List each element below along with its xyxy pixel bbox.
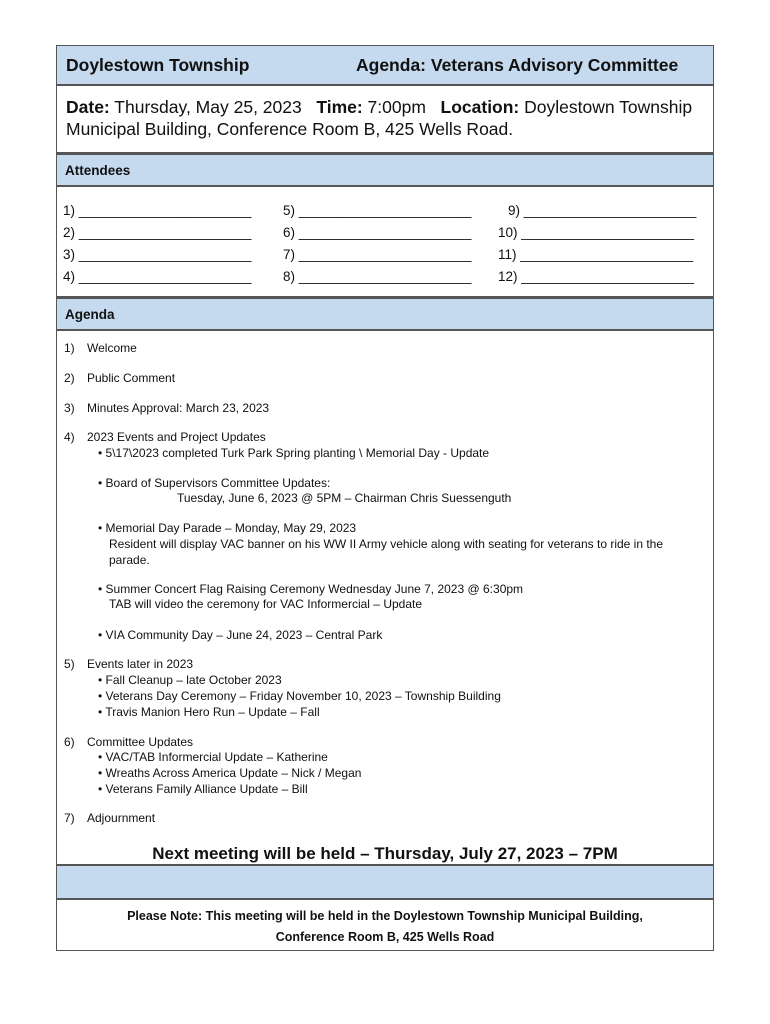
attendee-slot: 6) _______________________ bbox=[283, 225, 472, 240]
agenda-item: Adjournment bbox=[87, 811, 156, 825]
date-value: Thursday, May 25, 2023 bbox=[109, 97, 302, 117]
blank-band bbox=[57, 864, 713, 900]
meeting-details bbox=[57, 86, 713, 154]
attendee-slot: 5) _______________________ bbox=[283, 203, 472, 218]
agenda-subitem-detail: TAB will video the ceremony for VAC Informercial – Update bbox=[109, 597, 423, 611]
attendee-slot: 3) _______________________ bbox=[63, 247, 252, 262]
item-number: 1) bbox=[64, 341, 75, 355]
date-label: Date: bbox=[66, 97, 110, 117]
note-line-1: Please Note: This meeting will be held in the Doylestown Township Municipal Building, bbox=[127, 909, 643, 923]
agenda-heading: Agenda bbox=[57, 298, 713, 331]
agenda-item: 2023 Events and Project Updates bbox=[87, 430, 266, 444]
agenda-subitem: • VAC/TAB Informercial Update – Katherine bbox=[98, 750, 328, 764]
agenda-item: Welcome bbox=[87, 341, 137, 355]
location-label: Location: bbox=[440, 97, 520, 117]
agenda-subitem: • Memorial Day Parade – Monday, May 29, 2023 bbox=[98, 521, 357, 535]
agenda-subitem-detail: parade. bbox=[109, 553, 150, 567]
agenda-subitem: • Wreaths Across America Update – Nick / Megan bbox=[98, 766, 362, 780]
item-number: 2) bbox=[64, 371, 75, 385]
document-header bbox=[57, 46, 713, 86]
agenda-item: Events later in 2023 bbox=[87, 657, 194, 671]
item-number: 6) bbox=[64, 735, 75, 749]
note-line-2: Conference Room B, 425 Wells Road bbox=[275, 930, 495, 944]
agenda-subitem: • Travis Manion Hero Run – Update – Fall bbox=[98, 705, 320, 719]
attendee-slot: 7) _______________________ bbox=[283, 247, 472, 262]
attendees-section bbox=[57, 187, 713, 298]
location-value: Doylestown Township bbox=[519, 97, 693, 117]
agenda-title: Agenda: Veterans Advisory Committee bbox=[356, 54, 679, 75]
time-label: Time: bbox=[316, 97, 363, 117]
agenda-subitem: • Veterans Day Ceremony – Friday November 10, 2023 – Township Building bbox=[98, 689, 501, 703]
agenda-item: Minutes Approval: March 23, 2023 bbox=[87, 401, 270, 415]
agenda-subitem-detail: Tuesday, June 6, 2023 @ 5PM – Chairman Chris Suessenguth bbox=[177, 491, 512, 505]
location-note bbox=[57, 902, 713, 948]
agenda-subitem: • Veterans Family Alliance Update – Bill bbox=[98, 782, 308, 796]
attendee-slot: 11) _______________________ bbox=[498, 247, 693, 262]
agenda-subitem: • VIA Community Day – June 24, 2023 – Central Park bbox=[98, 628, 383, 642]
attendee-slot: 1) _______________________ bbox=[63, 203, 252, 218]
item-number: 5) bbox=[64, 657, 75, 671]
attendee-slot: 2) _______________________ bbox=[63, 225, 252, 240]
attendee-slot: 9) _______________________ bbox=[508, 203, 697, 218]
organization-name: Doylestown Township bbox=[66, 54, 250, 75]
agenda-subitem: • Summer Concert Flag Raising Ceremony Wednesday June 7, 2023 @ 6:30pm bbox=[98, 582, 524, 596]
attendee-slot: 4) _______________________ bbox=[63, 269, 252, 284]
item-number: 3) bbox=[64, 401, 75, 415]
agenda-item: Committee Updates bbox=[87, 735, 194, 749]
agenda-document bbox=[56, 45, 714, 951]
attendees-heading: Attendees bbox=[57, 154, 713, 187]
agenda-subitem: • Fall Cleanup – late October 2023 bbox=[98, 673, 282, 687]
attendee-slot: 12) _______________________ bbox=[498, 269, 694, 284]
item-number: 7) bbox=[64, 811, 75, 825]
attendee-slot: 8) _______________________ bbox=[283, 269, 472, 284]
agenda-subitem-detail: Resident will display VAC banner on his WW II Army vehicle along with seating for veterans to ride in the bbox=[109, 537, 664, 551]
next-meeting-notice: Next meeting will be held – Thursday, July 27, 2023 – 7PM bbox=[152, 844, 618, 863]
attendee-slot: 10) _______________________ bbox=[498, 225, 694, 240]
item-number: 4) bbox=[64, 430, 75, 444]
location-line-2: Municipal Building, Conference Room B, 425 Wells Road. bbox=[66, 119, 514, 139]
agenda-subitem: • 5\17\2023 completed Turk Park Spring planting \ Memorial Day - Update bbox=[98, 446, 490, 460]
agenda-item: Public Comment bbox=[87, 371, 176, 385]
time-value: 7:00pm bbox=[362, 97, 426, 117]
agenda-subitem: • Board of Supervisors Committee Updates: bbox=[98, 476, 331, 490]
